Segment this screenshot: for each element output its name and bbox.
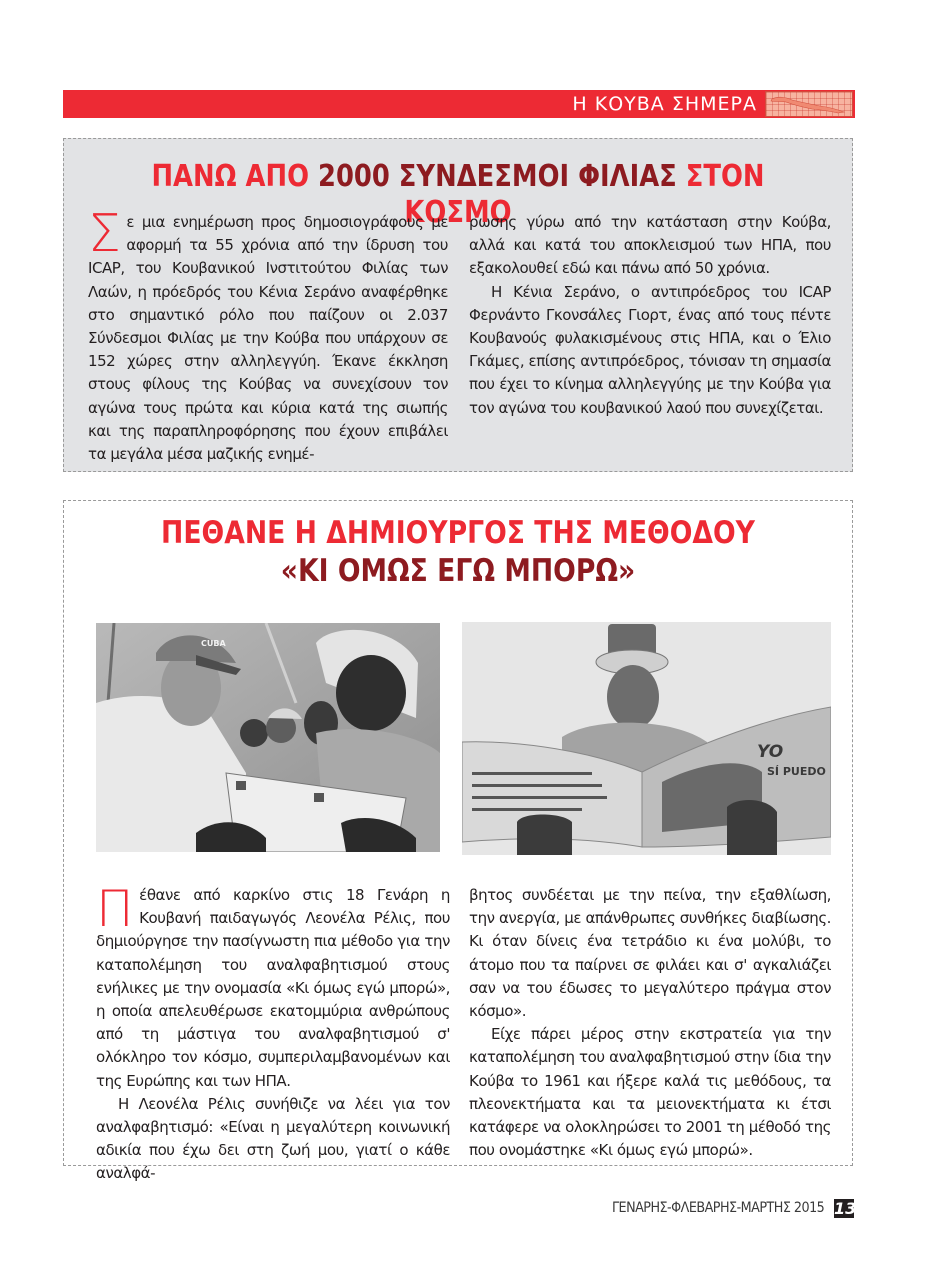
article-leonela-relis bbox=[63, 500, 853, 1183]
photo-yo-si-puedo bbox=[462, 622, 831, 855]
headline-part-2: 2000 ΣΥΝΔΕΣΜΟΙ ΦΙΛΙΑΣ bbox=[318, 159, 677, 194]
paragraph: έθανε από καρκίνο στις 18 Γενάρη η Κουβανή παιδαγωγός Λεονέλα Ρέλις, που δημιούργησε την πασίγνωστη πια μέθοδο για την καταπολέμηση του αναλφαβητισμού στους ενήλικες με την ονομασία «Κι όμως εγώ μπορώ», η οποία απελευθέρωσε εκατομμύρια ανθρώπους από τη μάστιγα του αναλφαβητισμού σ' ολόκληρο τον κόσμο, συμπεριλαμβανομένων και της Ευρώπης και των ΗΠΑ. bbox=[96, 886, 450, 1090]
headline-line-1: ΠΕΘΑΝΕ Η ΔΗΜΙΟΥΡΓΟΣ ΤΗΣ ΜΕΘΟΔΟΥ bbox=[161, 515, 755, 551]
cuba-map-icon bbox=[765, 91, 853, 117]
drop-cap: Π bbox=[96, 880, 134, 938]
article-2-column-1 bbox=[96, 880, 450, 1186]
issue-date: ΓΕΝΑΡΗΣ-ΦΛΕΒΑΡΗΣ-ΜΑΡΤΗΣ 2015 bbox=[611, 1200, 824, 1216]
section-header-bar bbox=[63, 90, 855, 118]
paragraph: Η Λεονέλα Ρέλις συνήθιζε να λέει για τον αναλφαβητισμό: «Είναι η μεγαλύτερη κοινωνική αδικία που έχω δει στη ζωή μου, γιατί ο κάθε αναλφά- bbox=[96, 1094, 450, 1183]
section-title: Η ΚΟΥΒΑ ΣΗΜΕΡΑ bbox=[572, 93, 757, 115]
headline-line-2: «ΚΙ ΟΜΩΣ ΕΓΩ ΜΠΟΡΩ» bbox=[280, 553, 636, 589]
article-1-column-2 bbox=[469, 211, 831, 420]
svg-text:SÍ PUEDO: SÍ PUEDO bbox=[767, 765, 826, 778]
paragraph: ε μια ενημέρωση προς δημοσιογράφους με αφορμή τα 55 χρόνια από την ίδρυση του ICAP, του Κουβανικού Ινστιτούτου Φιλίας των Λαών, η πρόεδρός του Κένια Σεράνο αναφέρθηκε στο σημαντικό ρόλο που παίζουν οι 2.037 Σύνδεσμοι Φιλίας με την Κούβα που υπάρχουν σε 152 χώρες στην αλληλεγγύη. Έκανε έκκληση στους φίλους της Κούβας να συνεχίσουν τον αγώνα τους πρώτα και κύρια κατά της σιωπής και της παραπληροφόρησης που έχουν επιβάλει τα μεγάλα μέσα μαζικής ενημέ- bbox=[88, 213, 448, 464]
headline-part-1: ΠΑΝΩ ΑΠΟ bbox=[151, 159, 319, 194]
headline-part-3: ΣΤΟΝ ΚΟΣΜΟ bbox=[404, 159, 765, 230]
article-friendship-associations bbox=[63, 138, 853, 472]
svg-text:YO: YO bbox=[757, 742, 784, 762]
svg-text:CUBA: CUBA bbox=[201, 639, 226, 648]
paragraph: Η Κένια Σεράνο, ο αντιπρόεδρος του ICAP Φερνάντο Γκονσάλες Γιορτ, ένας από τους πέντε Κουβανούς φυλακισμένους στις ΗΠΑ, και ο Έλιο Γκάμες, επίσης αντιπρόεδρος, τόνισαν τη σημασία που έχει το κίνημα αλληλεγγύης με την Κούβα για τον αγώνα του κουβανικού λαού που συνεχίζεται. bbox=[469, 282, 831, 417]
paragraph: Είχε πάρει μέρος στην εκστρατεία για την καταπολέμηση του αναλφαβητισμού στην ίδια την Κούβα το 1961 και ήξερε καλά τις μεθόδους, τα πλεονεκτήματα και τα μειονεκτήματα κι έτσι κατάφερε να ολοκληρώσει το 2001 τη μέθοδό της που ονομάστηκε «Κι όμως εγώ μπορώ». bbox=[469, 1025, 831, 1160]
photo-literacy-lesson bbox=[96, 623, 440, 852]
page-number: 13 bbox=[834, 1199, 857, 1218]
paragraph: βητος συνδέεται με την πείνα, την εξαθλίωση, την ανεργία, με απάνθρωπες συνθήκες διαβίωσης. Κι όταν δίνεις ένα τετράδιο κι ένα μολύβι, το άτομο που τα παίρνει σε φιλάει και σ' αγκαλιάζει σαν να του έδωσες το μεγαλύτερο πράγμα στον κόσμο». bbox=[469, 886, 831, 1021]
drop-cap: Σ bbox=[88, 204, 121, 264]
paragraph: ρωσης γύρω από την κατάσταση στην Κούβα, αλλά και κατά του αποκλεισμού των ΗΠΑ, που εξακολουθεί εδώ και πάνω από 50 χρόνια. bbox=[469, 213, 831, 278]
article-2-column-2 bbox=[469, 884, 831, 1162]
article-1-column-1 bbox=[88, 204, 448, 466]
article-2-headline bbox=[119, 514, 797, 590]
